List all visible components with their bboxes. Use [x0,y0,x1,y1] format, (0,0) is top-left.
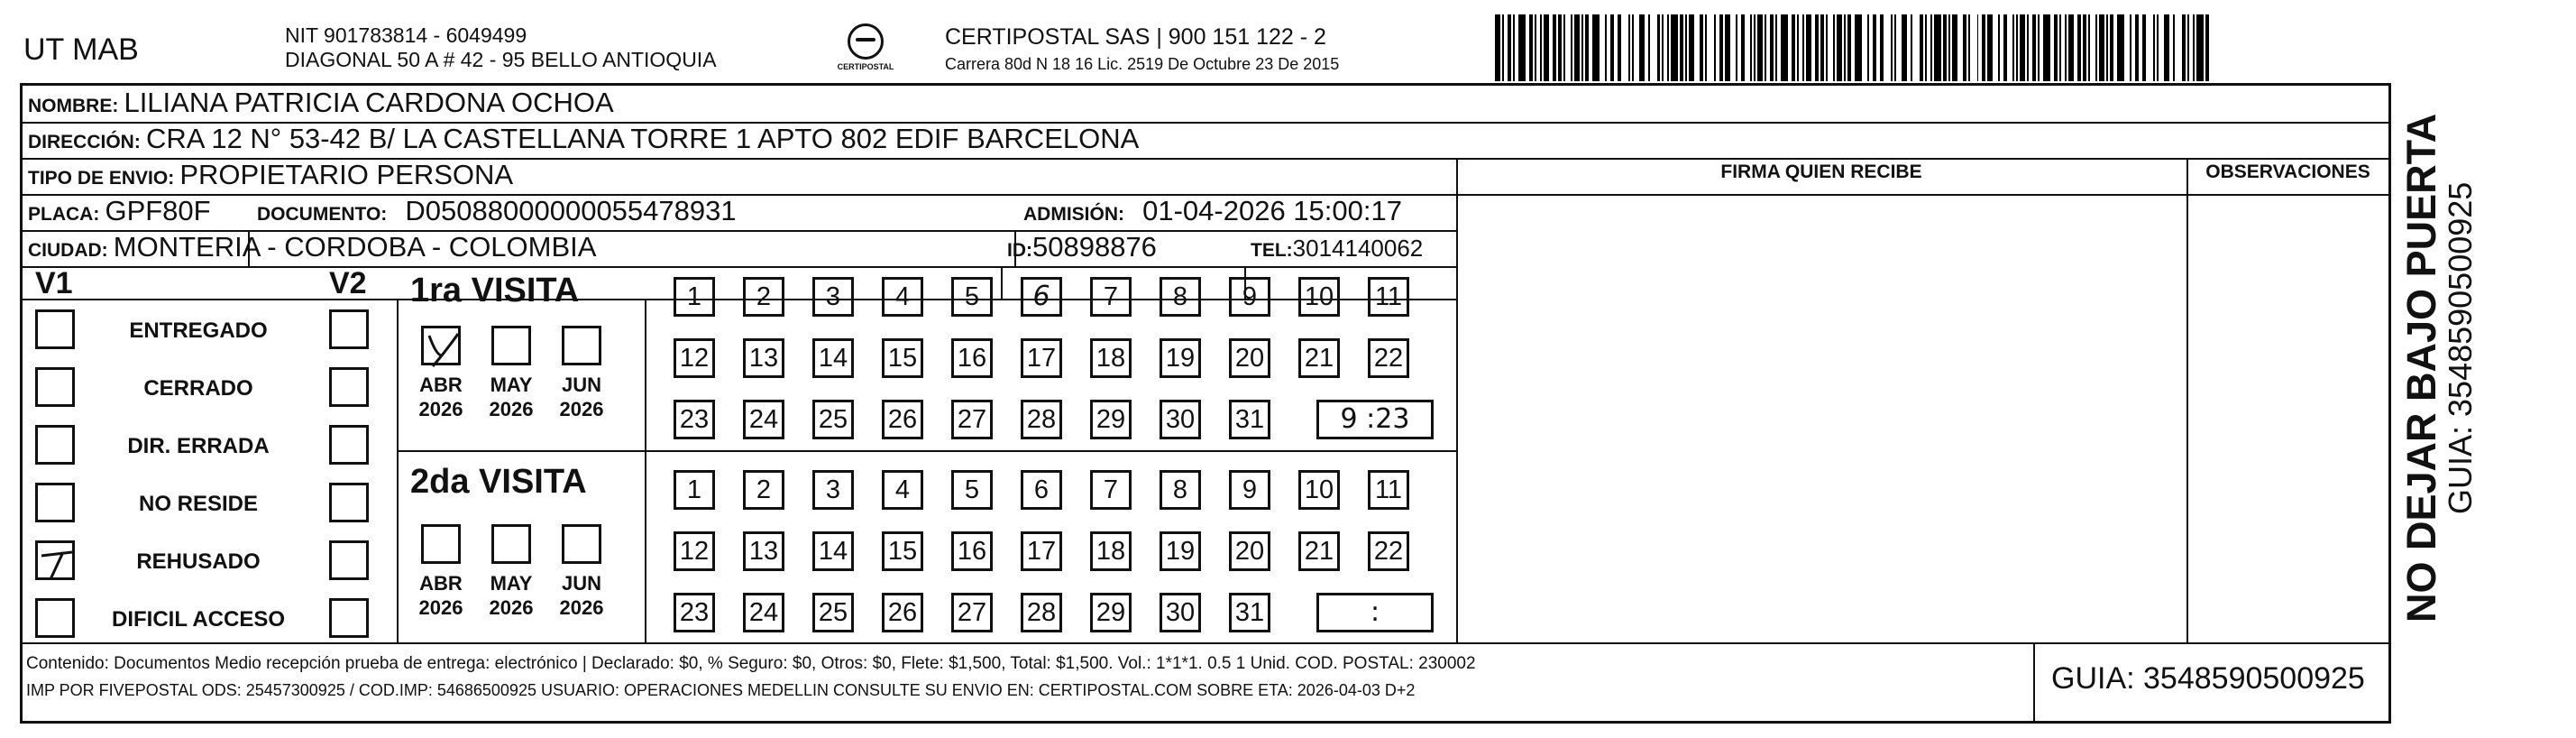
barcode-bar [2153,14,2155,81]
barcode-bar [2003,14,2007,81]
barcode-bar [2038,14,2040,81]
first-visit-day[interactable]: 23 [674,400,715,439]
first-visit-day[interactable]: 29 [1090,400,1132,439]
v1-checkbox[interactable] [35,483,75,522]
second-visit-day[interactable]: 9 [1229,470,1270,510]
second-visit-day[interactable]: 15 [882,531,923,571]
id-label: ID: [1007,240,1032,261]
side-guia: GUIA: 3548590500925 [2442,181,2479,514]
barcode-bar [1943,14,1947,81]
barcode-bar [2032,14,2036,81]
second-visit-day[interactable]: 24 [743,593,784,632]
barcode-bar [1925,14,1927,81]
first-visit-month-box[interactable] [562,326,601,365]
status-label: NO RESIDE [138,492,259,516]
barcode-bar [1998,14,2000,81]
second-visit-day[interactable]: 18 [1090,531,1132,571]
second-visit-day[interactable]: 13 [743,531,784,571]
barcode-bar [1592,14,1600,81]
barcode-bar [2193,14,2195,81]
barcode-bar [2187,14,2189,81]
barcode-bar [1797,14,1799,81]
second-visit-day[interactable]: 2 [743,470,784,510]
barcode-bar [1535,14,1536,81]
barcode-bar [1581,14,1583,81]
first-visit-month-box[interactable] [491,326,531,365]
documento-value: D05088000000055478931 [405,195,737,226]
month-label [409,373,472,421]
second-visit-day[interactable]: 10 [1298,470,1340,510]
barcode-bar [1826,14,1828,81]
month-name: MAY [490,572,533,595]
second-visit-time[interactable]: : [1316,593,1434,632]
first-visit-title: 1ra VISITA [410,272,580,309]
first-visit-day[interactable]: 25 [812,400,854,439]
barcode-bar [1934,14,1941,81]
status-label: REHUSADO [136,549,261,574]
barcode-bar [1820,14,1824,81]
first-visit-time[interactable]: 9 :23 [1316,400,1434,439]
signature-area[interactable] [1460,198,2185,641]
barcode-bar [1754,14,1756,81]
barcode-bar [1705,14,1707,81]
barcode-bar [1806,14,1811,81]
barcode-bar [1855,14,1862,81]
first-visit-day[interactable]: 20 [1229,338,1270,378]
first-visit-day[interactable]: 27 [951,400,993,439]
barcode-bar [1837,14,1842,81]
v2-checkbox[interactable] [329,598,369,638]
barcode-bar [1700,14,1703,81]
first-visit-day[interactable]: 16 [951,338,993,378]
month-name: ABR [419,572,463,595]
barcode-bar [1750,14,1752,81]
barcode-bar [1685,14,1687,81]
barcode-bar [1792,14,1795,81]
first-visit-day[interactable]: 7 [1090,277,1132,317]
second-visit-day[interactable]: 26 [882,593,923,632]
barcode-bar [1689,14,1694,81]
second-visit-day[interactable]: 20 [1229,531,1270,571]
second-visit-day[interactable]: 29 [1090,593,1132,632]
barcode-bar [1639,14,1645,81]
check-mark-icon [38,543,78,583]
barcode-bar [1714,14,1716,81]
barcode-bar [1553,14,1556,81]
tel-label: TEL: [1251,240,1293,261]
first-visit-day[interactable]: 19 [1160,338,1201,378]
first-visit-day[interactable]: 12 [674,338,715,378]
barcode-bar [2106,14,2108,81]
barcode-bar [1894,14,1896,81]
recipient-name: LILIANA PATRICIA CARDONA OCHOA [124,87,614,118]
id-value: 50898876 [1032,231,1157,263]
barcode-bar [1847,14,1851,81]
second-visit-day[interactable]: 6 [1021,470,1062,510]
second-visit-day[interactable]: 14 [812,531,854,571]
second-visit-day[interactable]: 22 [1368,531,1409,571]
barcode-bar [1880,14,1884,81]
check-mark-icon [424,328,463,368]
delivery-form [20,83,2391,724]
month-label [550,571,613,620]
second-visit-day[interactable]: 30 [1160,593,1201,632]
barcode-bar [1540,14,1542,81]
month-name: JUN [561,572,601,595]
second-visit-day[interactable]: 23 [674,593,715,632]
barcode-bar [2068,14,2074,81]
barcode-bar [1671,14,1678,81]
month-year: 2026 [489,398,534,420]
barcode-bar [1765,14,1766,81]
carrier-info [945,23,1339,78]
brand-name: UT MAB [23,32,139,67]
second-visit-day[interactable]: 17 [1021,531,1062,571]
second-visit-day[interactable]: 11 [1368,470,1409,510]
first-visit-day[interactable]: 30 [1160,400,1201,439]
barcode-bar [1920,14,1923,81]
admision-label: ADMISIÓN: [1023,204,1124,225]
barcode-bar [1585,14,1589,81]
month-label [480,373,543,421]
barcode-bar [2027,14,2029,81]
day-mark: 6 [1032,281,1050,312]
barcode-bar [2088,14,2090,81]
barcode-bar [1605,14,1607,81]
v1-checkbox[interactable] [35,540,75,580]
barcode-bar [1648,14,1650,81]
barcode-bar [1902,14,1907,81]
v2-checkbox[interactable] [329,540,369,580]
barcode-bar [2077,14,2081,81]
barcode-bar [2157,14,2159,81]
observaciones-label: OBSERVACIONES [2205,161,2370,182]
barcode-bar [1802,14,1804,81]
first-visit-day[interactable]: 14 [812,338,854,378]
barcode-bar [1982,14,1985,81]
month-year: 2026 [418,398,463,420]
month-name: MAY [490,374,533,396]
first-visit-day[interactable]: 4 [882,277,923,317]
barcode-bar [1662,14,1664,81]
barcode-bar [1844,14,1846,81]
first-visit-day[interactable]: 13 [743,338,784,378]
barcode-bar [1833,14,1835,81]
first-visit-day[interactable]: 5 [951,277,993,317]
barcode-bar [1558,14,1562,81]
barcode-bar [1544,14,1549,81]
second-visit-day[interactable]: 1 [674,470,715,510]
barcode-bar [2095,14,2097,81]
first-visit-day[interactable]: 1 [674,277,715,317]
second-visit-day[interactable]: 28 [1021,593,1062,632]
admision-value: 01-04-2026 15:00:17 [1142,195,1402,226]
barcode-bar [1618,14,1621,81]
barcode-bar [1948,14,1950,81]
first-visit-day[interactable]: 17 [1021,338,1062,378]
barcode-bar [1719,14,1723,81]
first-visit-day[interactable]: 11 [1368,277,1409,317]
first-visit-day[interactable]: 2 [743,277,784,317]
barcode-bar [1977,14,1979,81]
recipient-address: CRA 12 N° 53-42 B/ LA CASTELLANA TORRE 1 APTO 802 EDIF BARCELONA [145,123,1140,154]
first-visit-day[interactable]: 21 [1298,338,1340,378]
barcode-bar [1815,14,1819,81]
placa-value: GPF80F [105,195,211,226]
first-visit-day[interactable]: 10 [1298,277,1340,317]
footer-print-info: IMP POR FIVEPOSTAL ODS: 25457300925 / COD.IMP: 54686500925 USUARIO: OPERACIONES MEDELLIN CONSULTE SU ENVIO EN: CERTIPOSTAL.COM SOBRE ETA: 2026-04-03 D+2 [26,681,1416,699]
month-name: JUN [561,374,601,396]
footer-contents: Contenido: Documentos Medio recepción prueba de entrega: electrónico | Declarado: $0, % Seguro: $0, Otros: $0, Flete: $1,500, Total: $1,500. Vol.: 1*1*1. 0.5 1 Unid. COD. POSTAL: 230002 [26,654,1476,673]
barcode-bar [2182,14,2186,81]
sender-address: DIAGONAL 50 A # 42 - 95 BELLO ANTIOQUIA [285,48,717,71]
barcode-bar [1775,14,1777,81]
tipo-envio-label: TIPO DE ENVIO: [28,168,175,189]
first-visit-day[interactable]: 18 [1090,338,1132,378]
barcode-bar [1891,14,1893,81]
v2-header: V2 [329,266,367,300]
barcode-bar [2164,14,2169,81]
barcode-bar [2117,14,2124,81]
barcode-bar [1610,14,1614,81]
barcode-bar [1513,14,1515,81]
first-visit-month-box[interactable] [421,326,461,365]
second-visit-day[interactable]: 31 [1229,593,1270,632]
second-visit-day[interactable]: 3 [812,470,854,510]
barcode-bar [2065,14,2067,81]
second-visit-day[interactable]: 5 [951,470,993,510]
barcode-bar [1770,14,1774,81]
barcode-bar [1518,14,1526,81]
barcode-bar [1571,14,1572,81]
barcode-bar [1952,14,1957,81]
first-visit-day[interactable]: 8 [1160,277,1201,317]
month-label [480,571,543,620]
nombre-label: NOMBRE: [28,96,119,116]
barcode-bar [1725,14,1730,81]
logo-text: CERTIPOSTAL [837,62,894,71]
ciudad-value: MONTERIA - CORDOBA - COLOMBIA [113,231,597,263]
month-year: 2026 [418,596,463,619]
barcode-bar [1529,14,1533,81]
month-year: 2026 [559,596,604,619]
month-label [409,571,472,620]
v1-header: V1 [35,266,73,300]
ciudad-label: CIUDAD: [28,240,108,261]
barcode-bar [2110,14,2113,81]
tipo-envio: PROPIETARIO PERSONA [179,159,514,190]
certipostal-logo [830,23,902,71]
first-visit-day[interactable]: 24 [743,400,784,439]
second-visit-day[interactable]: 8 [1160,470,1201,510]
v2-checkbox[interactable] [329,309,369,349]
first-visit-day[interactable]: 26 [882,400,923,439]
documento-label: DOCUMENTO: [257,204,388,225]
barcode-bar [1736,14,1737,81]
status-label: CERRADO [143,376,253,401]
first-visit-day[interactable] [1021,277,1062,317]
barcode-bar [1508,14,1511,81]
barcode-bar [1628,14,1630,81]
footer-guia: GUIA: 3548590500925 [2051,661,2365,696]
direccion-label: DIRECCIÓN: [28,132,141,152]
month-year: 2026 [559,398,604,420]
barcode-bar [1502,14,1504,81]
firma-label: FIRMA QUIEN RECIBE [1720,161,1922,182]
second-visit-day[interactable]: 16 [951,531,993,571]
barcode-bar [1667,14,1669,81]
barcode-bar [2173,14,2175,81]
logo-mark-icon [848,23,884,60]
v1-checkbox[interactable] [35,598,75,638]
second-visit-day[interactable]: 27 [951,593,993,632]
second-visit-day[interactable]: 25 [812,593,854,632]
barcode-bar [1657,14,1661,81]
second-visit-month-box[interactable] [491,524,531,564]
barcode-bar [1930,14,1932,81]
status-label: DIR. ERRADA [127,434,270,458]
barcode-bar [2130,14,2131,81]
second-visit-day[interactable]: 21 [1298,531,1340,571]
barcode-bar [1781,14,1788,81]
tel-value: 3014140062 [1292,235,1424,262]
status-label: ENTREGADO [129,318,268,343]
v1-checkbox[interactable] [35,367,75,407]
barcode-bar [2205,14,2209,81]
first-visit-day[interactable]: 22 [1368,338,1409,378]
barcode-bar [1563,14,1565,81]
barcode-bar [2196,14,2204,81]
month-name: ABR [419,374,463,396]
v2-checkbox[interactable] [329,483,369,522]
barcode-bar [2054,14,2058,81]
barcode-bar [2059,14,2061,81]
v1-checkbox[interactable] [35,425,75,465]
first-visit-day[interactable]: 3 [812,277,854,317]
barcode-bar [1757,14,1763,81]
observations-area[interactable] [2190,198,2388,641]
barcode-bar [1911,14,1912,81]
second-visit-month-box[interactable] [421,524,461,564]
v2-checkbox[interactable] [329,425,369,465]
barcode-bar [2083,14,2086,81]
status-label: DIFICIL ACCESO [111,607,285,632]
barcode-bar [2043,14,2050,81]
barcode-bar [2020,14,2025,81]
first-visit-day[interactable]: 15 [882,338,923,378]
month-year: 2026 [489,596,534,619]
barcode-bar [1873,14,1876,81]
carrier-name: CERTIPOSTAL SAS | 900 151 122 - 2 [945,24,1326,50]
barcode-bar [1963,14,1966,81]
barcode-bar [2016,14,2018,81]
barcode-bar [1574,14,1580,81]
second-visit-day[interactable]: 4 [882,470,923,510]
side-warning: NO DEJAR BAJO PUERTA [2398,113,2444,623]
barcode-bar [2099,14,2104,81]
first-visit-day[interactable]: 28 [1021,400,1062,439]
v2-checkbox[interactable] [329,367,369,407]
second-visit-title: 2da VISITA [410,463,587,501]
second-visit-day[interactable]: 12 [674,531,715,571]
first-visit-day[interactable]: 9 [1229,277,1270,317]
barcode-bar [2012,14,2014,81]
second-visit-month-box[interactable] [562,524,601,564]
barcode-bar [1680,14,1683,81]
barcode-bar [1968,14,1970,81]
barcode-bar [1987,14,1993,81]
sender-info [285,23,717,72]
barcode-bar [1867,14,1869,81]
second-visit-day[interactable]: 7 [1090,470,1132,510]
barcode [1495,14,2211,81]
barcode-bar [2135,14,2139,81]
first-visit-day[interactable]: 31 [1229,400,1270,439]
v1-checkbox[interactable] [35,309,75,349]
carrier-license: Carrera 80d N 18 16 Lic. 2519 De Octubre 23 De 2015 [945,55,1340,73]
placa-label: PLACA: [28,204,100,225]
barcode-bar [1495,14,1500,81]
sender-nit: NIT 901783814 - 6049499 [285,23,527,47]
month-label [550,373,613,421]
second-visit-day[interactable]: 19 [1160,531,1201,571]
barcode-bar [1632,14,1634,81]
barcode-bar [2142,14,2146,81]
barcode-bar [1741,14,1745,81]
